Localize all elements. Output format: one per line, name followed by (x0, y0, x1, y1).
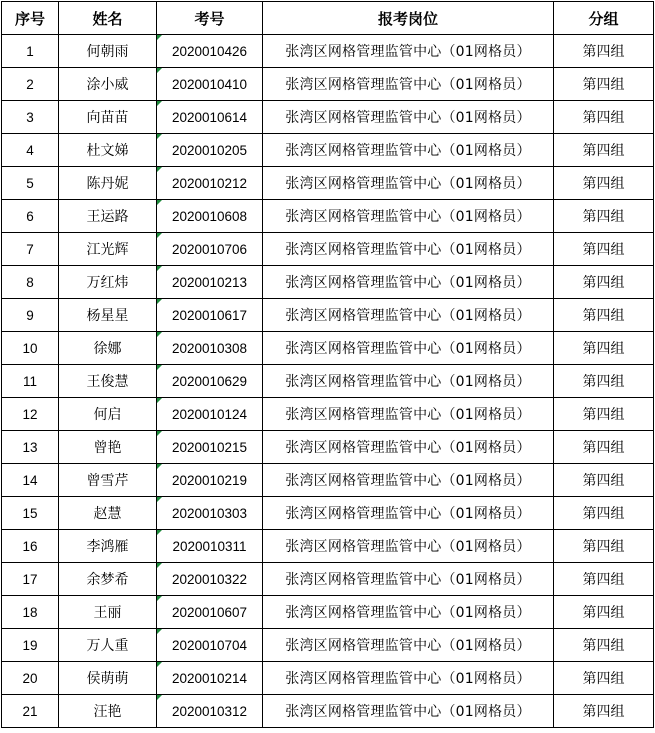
table-row (2, 431, 654, 464)
cell-index[interactable]: 5 (2, 167, 59, 200)
cell-group[interactable]: 第四组 (554, 497, 654, 530)
cell-exam-id[interactable] (157, 662, 263, 695)
cell-index[interactable]: 11 (2, 365, 59, 398)
cell-exam-id[interactable] (157, 563, 263, 596)
cell-exam-id[interactable] (157, 431, 263, 464)
cell-post[interactable]: 张湾区网格管理监管中心（01网格员） (263, 563, 554, 596)
cell-group[interactable]: 第四组 (554, 662, 654, 695)
table-body (2, 35, 654, 728)
cell-exam-id[interactable] (157, 35, 263, 68)
cell-index[interactable]: 16 (2, 530, 59, 563)
cell-exam-id[interactable] (157, 596, 263, 629)
cell-name[interactable]: 万人重 (59, 629, 157, 662)
cell-exam-id[interactable] (157, 530, 263, 563)
cell-group[interactable]: 第四组 (554, 563, 654, 596)
cell-post[interactable]: 张湾区网格管理监管中心（01网格员） (263, 200, 554, 233)
cell-post[interactable]: 张湾区网格管理监管中心（01网格员） (263, 464, 554, 497)
exam-id-text: 2020010706 (171, 241, 248, 257)
text-format-flag-icon (157, 134, 162, 139)
cell-index[interactable]: 21 (2, 695, 59, 728)
cell-name[interactable]: 杨星星 (59, 299, 157, 332)
exam-id-text: 2020010124 (171, 406, 248, 422)
cell-index[interactable]: 8 (2, 266, 59, 299)
table-row (2, 398, 654, 431)
table-row (2, 365, 654, 398)
cell-post[interactable]: 张湾区网格管理监管中心（01网格员） (263, 695, 554, 728)
text-format-flag-icon (157, 497, 162, 502)
cell-group[interactable]: 第四组 (554, 233, 654, 266)
cell-post[interactable]: 张湾区网格管理监管中心（01网格员） (263, 68, 554, 101)
cell-group[interactable]: 第四组 (554, 332, 654, 365)
table-row (2, 596, 654, 629)
cell-group[interactable]: 第四组 (554, 695, 654, 728)
cell-index[interactable]: 20 (2, 662, 59, 695)
cell-name[interactable]: 涂小威 (59, 68, 157, 101)
cell-post[interactable]: 张湾区网格管理监管中心（01网格员） (263, 398, 554, 431)
cell-name[interactable]: 李鸿雁 (59, 530, 157, 563)
cell-index[interactable]: 1 (2, 35, 59, 68)
exam-id-text: 2020010607 (171, 604, 248, 620)
cell-exam-id[interactable] (157, 299, 263, 332)
cell-post[interactable]: 张湾区网格管理监管中心（01网格员） (263, 530, 554, 563)
exam-id-text: 2020010629 (171, 373, 248, 389)
cell-group[interactable]: 第四组 (554, 431, 654, 464)
cell-name[interactable]: 曾雪芹 (59, 464, 157, 497)
cell-index[interactable]: 14 (2, 464, 59, 497)
cell-group[interactable]: 第四组 (554, 266, 654, 299)
table-row (2, 530, 654, 563)
cell-index[interactable]: 13 (2, 431, 59, 464)
header-row (2, 2, 654, 35)
text-format-flag-icon (157, 101, 162, 106)
table-row (2, 662, 654, 695)
candidate-roster-table (1, 1, 654, 728)
exam-id-text: 2020010704 (171, 637, 248, 653)
cell-index[interactable]: 19 (2, 629, 59, 662)
text-format-flag-icon (157, 35, 162, 40)
cell-index[interactable]: 10 (2, 332, 59, 365)
cell-group[interactable]: 第四组 (554, 299, 654, 332)
cell-index[interactable]: 12 (2, 398, 59, 431)
table-row (2, 35, 654, 68)
cell-group[interactable]: 第四组 (554, 200, 654, 233)
header-post[interactable]: 报考岗位 (263, 2, 554, 35)
cell-index[interactable]: 6 (2, 200, 59, 233)
cell-exam-id[interactable] (157, 200, 263, 233)
cell-name[interactable]: 何朝雨 (59, 35, 157, 68)
cell-group[interactable]: 第四组 (554, 365, 654, 398)
cell-post[interactable]: 张湾区网格管理监管中心（01网格员） (263, 431, 554, 464)
cell-post[interactable]: 张湾区网格管理监管中心（01网格员） (263, 596, 554, 629)
table-row (2, 695, 654, 728)
text-format-flag-icon (157, 200, 162, 205)
exam-id-text: 2020010308 (171, 340, 248, 356)
cell-post[interactable]: 张湾区网格管理监管中心（01网格员） (263, 101, 554, 134)
cell-index[interactable]: 15 (2, 497, 59, 530)
cell-exam-id[interactable] (157, 497, 263, 530)
cell-group[interactable]: 第四组 (554, 167, 654, 200)
cell-exam-id[interactable] (157, 695, 263, 728)
cell-post[interactable]: 张湾区网格管理监管中心（01网格员） (263, 629, 554, 662)
text-format-flag-icon (157, 464, 162, 469)
cell-group[interactable]: 第四组 (554, 35, 654, 68)
exam-id-text: 2020010303 (171, 505, 248, 521)
exam-id-text: 2020010312 (171, 703, 248, 719)
text-format-flag-icon (157, 233, 162, 238)
table-row (2, 464, 654, 497)
cell-exam-id[interactable] (157, 101, 263, 134)
table-row (2, 200, 654, 233)
cell-index[interactable]: 4 (2, 134, 59, 167)
cell-index[interactable]: 17 (2, 563, 59, 596)
header-index[interactable]: 序号 (2, 2, 59, 35)
cell-index[interactable]: 7 (2, 233, 59, 266)
exam-id-text: 2020010617 (171, 307, 248, 323)
cell-name[interactable]: 徐娜 (59, 332, 157, 365)
text-format-flag-icon (157, 629, 162, 634)
cell-name[interactable]: 向苗苗 (59, 101, 157, 134)
text-format-flag-icon (157, 530, 162, 535)
cell-post[interactable]: 张湾区网格管理监管中心（01网格员） (263, 365, 554, 398)
exam-id-text: 2020010614 (171, 109, 248, 125)
header-name[interactable]: 姓名 (59, 2, 157, 35)
cell-name[interactable]: 陈丹妮 (59, 167, 157, 200)
cell-name[interactable]: 何启 (59, 398, 157, 431)
cell-group[interactable]: 第四组 (554, 596, 654, 629)
cell-group[interactable]: 第四组 (554, 629, 654, 662)
cell-group[interactable]: 第四组 (554, 68, 654, 101)
cell-name[interactable]: 王俊慧 (59, 365, 157, 398)
exam-id-text: 2020010410 (171, 76, 248, 92)
cell-group[interactable]: 第四组 (554, 134, 654, 167)
cell-name[interactable]: 赵慧 (59, 497, 157, 530)
cell-exam-id[interactable] (157, 167, 263, 200)
cell-name[interactable]: 万红炜 (59, 266, 157, 299)
cell-exam-id[interactable] (157, 398, 263, 431)
cell-name[interactable]: 王运路 (59, 200, 157, 233)
cell-exam-id[interactable] (157, 68, 263, 101)
table-row (2, 299, 654, 332)
text-format-flag-icon (157, 662, 162, 667)
text-format-flag-icon (157, 365, 162, 370)
exam-id-text: 2020010215 (171, 439, 248, 455)
table-row (2, 629, 654, 662)
table-header (2, 2, 654, 35)
cell-exam-id[interactable] (157, 629, 263, 662)
header-exam-id[interactable]: 考号 (157, 2, 263, 35)
text-format-flag-icon (157, 299, 162, 304)
table-row (2, 497, 654, 530)
table-row (2, 68, 654, 101)
cell-name[interactable]: 王丽 (59, 596, 157, 629)
table-row (2, 101, 654, 134)
cell-exam-id[interactable] (157, 365, 263, 398)
cell-name[interactable]: 余梦希 (59, 563, 157, 596)
cell-name[interactable]: 汪艳 (59, 695, 157, 728)
table-row (2, 167, 654, 200)
cell-post[interactable]: 张湾区网格管理监管中心（01网格员） (263, 332, 554, 365)
text-format-flag-icon (157, 68, 162, 73)
exam-id-text: 2020010214 (171, 670, 248, 686)
cell-post[interactable]: 张湾区网格管理监管中心（01网格员） (263, 233, 554, 266)
text-format-flag-icon (157, 266, 162, 271)
table-row (2, 332, 654, 365)
cell-post[interactable]: 张湾区网格管理监管中心（01网格员） (263, 35, 554, 68)
text-format-flag-icon (157, 596, 162, 601)
cell-post[interactable]: 张湾区网格管理监管中心（01网格员） (263, 134, 554, 167)
exam-id-text: 2020010205 (171, 142, 248, 158)
exam-id-text: 2020010608 (171, 208, 248, 224)
cell-exam-id[interactable] (157, 464, 263, 497)
text-format-flag-icon (157, 167, 162, 172)
cell-post[interactable]: 张湾区网格管理监管中心（01网格员） (263, 167, 554, 200)
cell-post[interactable]: 张湾区网格管理监管中心（01网格员） (263, 497, 554, 530)
cell-group[interactable]: 第四组 (554, 530, 654, 563)
table-row (2, 563, 654, 596)
cell-group[interactable]: 第四组 (554, 398, 654, 431)
cell-exam-id[interactable] (157, 266, 263, 299)
cell-name[interactable]: 江光辉 (59, 233, 157, 266)
text-format-flag-icon (157, 695, 162, 700)
exam-id-text: 2020010219 (171, 472, 248, 488)
text-format-flag-icon (157, 431, 162, 436)
cell-post[interactable]: 张湾区网格管理监管中心（01网格员） (263, 662, 554, 695)
text-format-flag-icon (157, 398, 162, 403)
exam-id-text: 2020010311 (172, 538, 247, 554)
cell-name[interactable]: 侯萌萌 (59, 662, 157, 695)
header-group[interactable]: 分组 (554, 2, 654, 35)
exam-id-text: 2020010212 (171, 175, 248, 191)
cell-exam-id[interactable] (157, 332, 263, 365)
exam-id-text: 2020010213 (171, 274, 248, 290)
cell-group[interactable]: 第四组 (554, 464, 654, 497)
cell-index[interactable]: 3 (2, 101, 59, 134)
cell-post[interactable]: 张湾区网格管理监管中心（01网格员） (263, 299, 554, 332)
cell-name[interactable]: 曾艳 (59, 431, 157, 464)
table-row (2, 233, 654, 266)
cell-exam-id[interactable] (157, 233, 263, 266)
exam-id-text: 2020010426 (171, 43, 248, 59)
cell-post[interactable]: 张湾区网格管理监管中心（01网格员） (263, 266, 554, 299)
text-format-flag-icon (157, 563, 162, 568)
table-row (2, 266, 654, 299)
cell-exam-id[interactable] (157, 134, 263, 167)
cell-index[interactable]: 2 (2, 68, 59, 101)
cell-name[interactable]: 杜文娣 (59, 134, 157, 167)
text-format-flag-icon (157, 332, 162, 337)
exam-id-text: 2020010322 (171, 571, 248, 587)
table-row (2, 134, 654, 167)
cell-index[interactable]: 18 (2, 596, 59, 629)
cell-group[interactable]: 第四组 (554, 101, 654, 134)
cell-index[interactable]: 9 (2, 299, 59, 332)
